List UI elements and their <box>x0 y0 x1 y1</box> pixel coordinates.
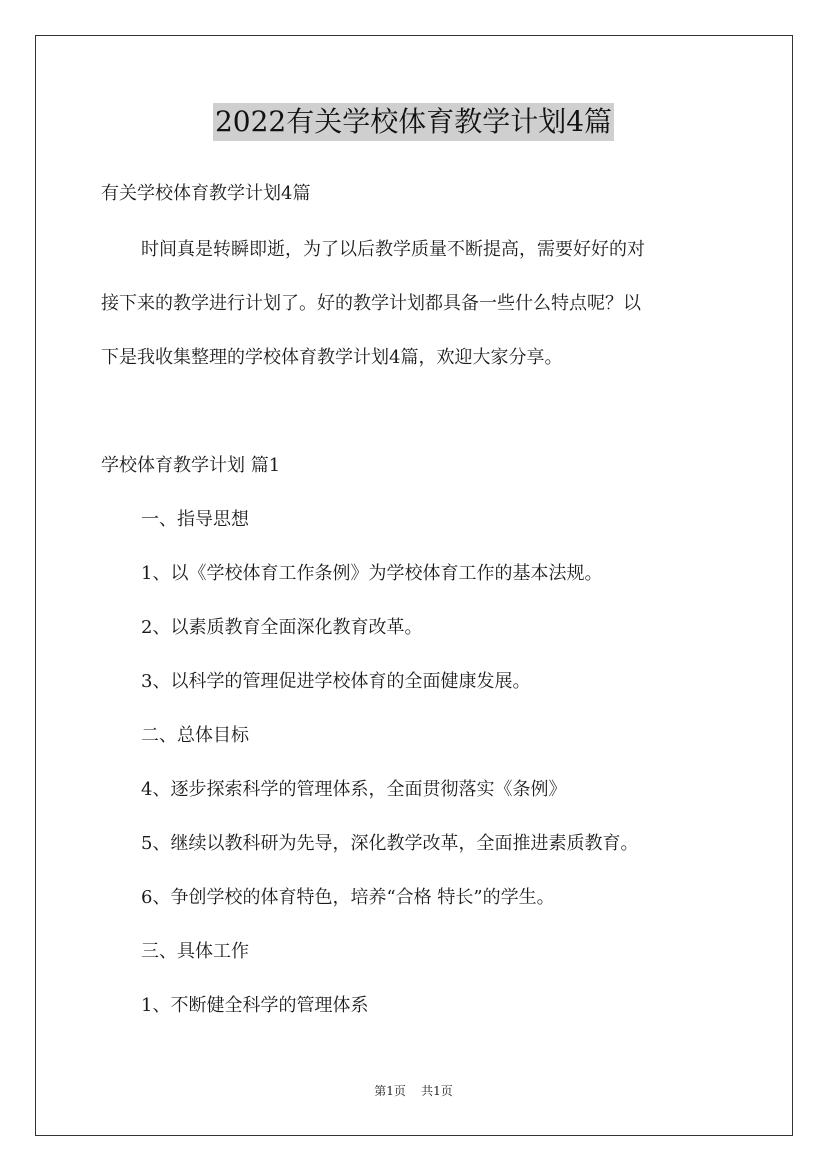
list-item: 二、总体目标 <box>141 725 249 746</box>
page-number: 第1页 <box>374 1084 406 1098</box>
document-title: 2022有关学校体育教学计划4篇 <box>213 103 614 141</box>
list-item: 5、继续以教科研为先导，深化教学改革，全面推进素质教育。 <box>141 833 639 854</box>
intro-line-1: 时间真是转瞬即逝，为了以后教学质量不断提高，需要好好的对 <box>141 239 645 260</box>
page-total: 共1页 <box>421 1084 453 1098</box>
page-footer <box>0 1083 827 1099</box>
list-item: 3、以科学的管理促进学校体育的全面健康发展。 <box>141 671 531 692</box>
list-item: 三、具体工作 <box>141 941 249 962</box>
list-item: 1、以《学校体育工作条例》为学校体育工作的基本法规。 <box>141 563 603 584</box>
document-subtitle: 有关学校体育教学计划4篇 <box>101 183 311 204</box>
list-item: 一、指导思想 <box>141 509 249 530</box>
intro-line-2: 接下来的教学进行计划了。好的教学计划都具备一些什么特点呢？以 <box>101 293 641 314</box>
list-item: 2、以素质教育全面深化教育改革。 <box>141 617 423 638</box>
intro-line-3: 下是我收集整理的学校体育教学计划4篇，欢迎大家分享。 <box>101 347 563 368</box>
list-item: 6、争创学校的体育特色，培养“合格 特长”的学生。 <box>141 887 555 908</box>
list-item: 4、逐步探索科学的管理体系，全面贯彻落实《条例》 <box>141 779 567 800</box>
section-heading: 学校体育教学计划 篇1 <box>101 455 281 476</box>
list-item: 1、不断健全科学的管理体系 <box>141 995 369 1016</box>
document-title-wrap <box>0 103 827 141</box>
